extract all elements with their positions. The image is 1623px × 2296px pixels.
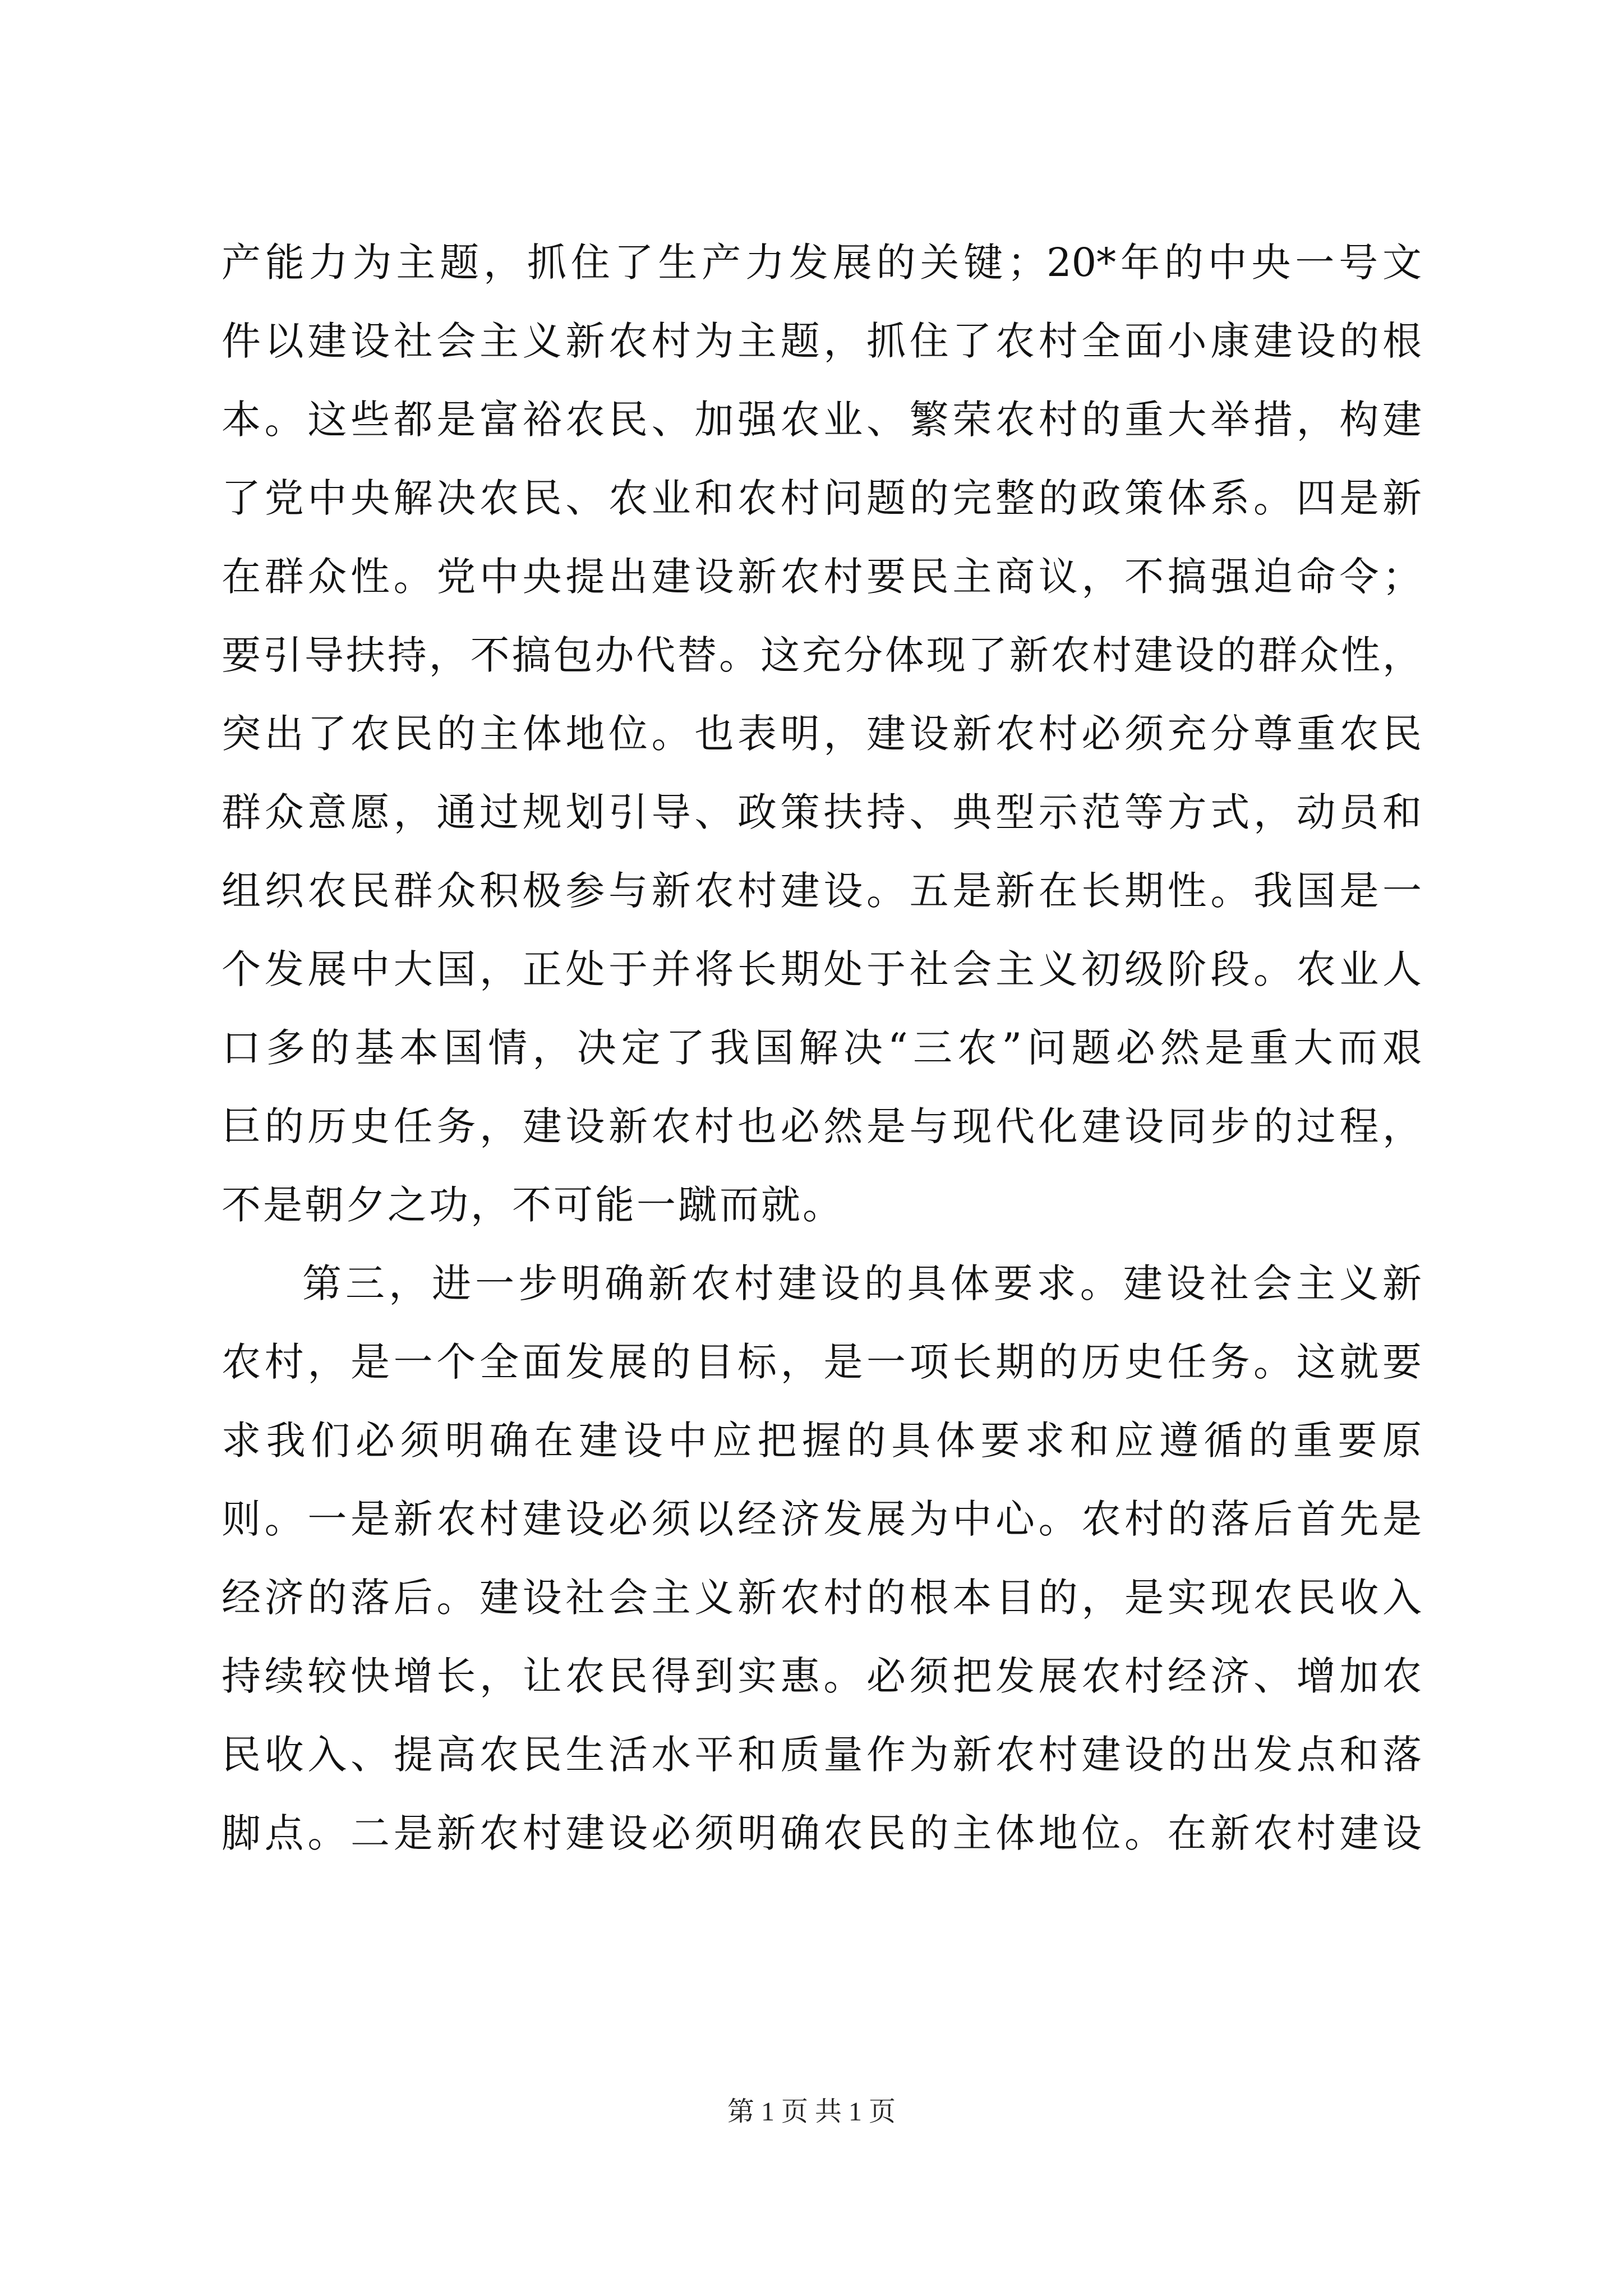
text-line: 求我们必须明确在建设中应把握的具体要求和应遵循的重要原 [222,1418,1422,1464]
text-line: 群众意愿，通过规划引导、政策扶持、典型示范等方式，动员和 [222,789,1422,835]
text-line: 巨的历史任务，建设新农村也必然是与现代化建设同步的过程， [222,1103,1422,1149]
text-line: 突出了农民的主体地位。也表明，建设新农村必须充分尊重农民 [222,711,1422,757]
text-line: 民收入、提高农民生活水平和质量作为新农村建设的出发点和落 [222,1732,1422,1778]
text-line: 个发展中大国，正处于并将长期处于社会主义初级阶段。农业人 [222,946,1422,992]
text-line: 要引导扶持，不搞包办代替。这充分体现了新农村建设的群众性， [222,632,1422,678]
text-line: 农村，是一个全面发展的目标，是一项长期的历史任务。这就要 [222,1339,1422,1385]
text-line: 本。这些都是富裕农民、加强农业、繁荣农村的重大举措，构建 [222,397,1422,443]
text-line: 组织农民群众积极参与新农村建设。五是新在长期性。我国是一 [222,868,1422,914]
paragraph-last-line: 不是朝夕之功，不可能一蹴而就。 [222,1182,844,1228]
text-line: 持续较快增长，让农民得到实惠。必须把发展农村经济、增加农 [222,1653,1422,1699]
page-footer: 第 1 页 共 1 页 [727,2097,896,2127]
paragraph-first-line: 第三，进一步明确新农村建设的具体要求。建设社会主义新 [302,1260,1422,1306]
text-line: 口多的基本国情，决定了我国解决“三农”问题必然是重大而艰 [222,1025,1422,1071]
document-body [222,223,1422,1872]
text-line: 经济的落后。建设社会主义新农村的根本目的，是实现农民收入 [222,1575,1422,1621]
text-line: 产能力为主题，抓住了生产力发展的关键；20*年的中央一号文 [222,240,1422,286]
text-line: 件以建设社会主义新农村为主题，抓住了农村全面小康建设的根 [222,318,1422,364]
text-line: 脚点。二是新农村建设必须明确农民的主体地位。在新农村建设 [222,1810,1422,1856]
text-line: 在群众性。党中央提出建设新农村要民主商议，不搞强迫命令； [222,554,1422,600]
text-line: 则。一是新农村建设必须以经济发展为中心。农村的落后首先是 [222,1496,1422,1542]
text-line: 了党中央解决农民、农业和农村问题的完整的政策体系。四是新 [222,475,1422,521]
